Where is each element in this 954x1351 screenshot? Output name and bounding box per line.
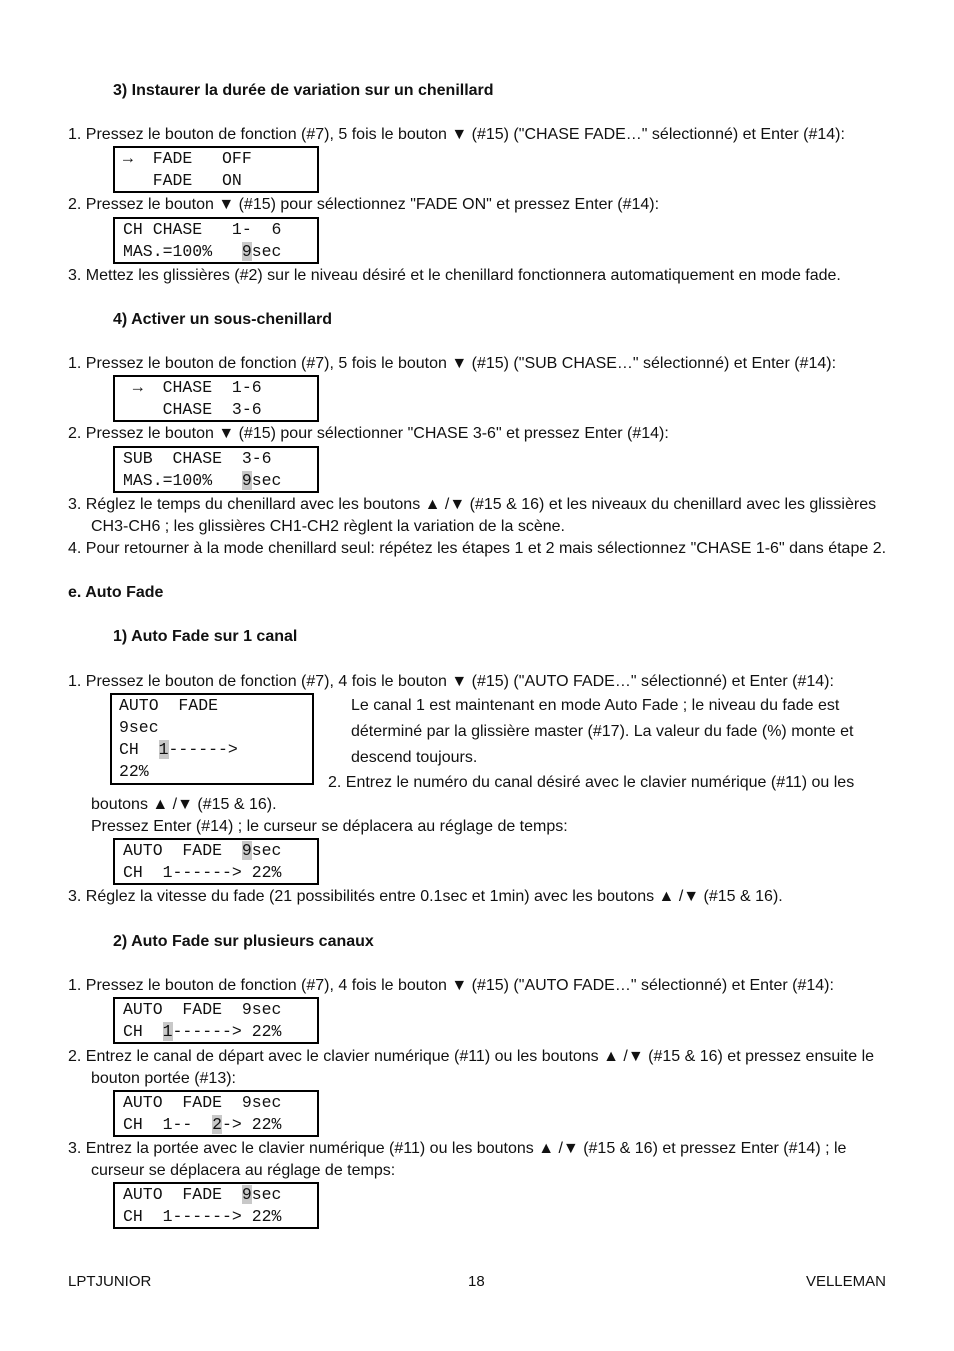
step-text: 4. Pour retourner à la mode chenillard seul: répétez les étapes 1 et 2 mais sélectionnez "CHASE 1-6" dans étape 2. (68, 540, 887, 557)
lcd-display: AUTO FADE 9sec CH 1------> 22% (110, 693, 314, 785)
step-text: CH3-CH6 ; les glissières CH1-CH2 règlent la variation de la scène. (91, 518, 565, 535)
side-text: descend toujours. (351, 749, 478, 766)
lcd-display: AUTO FADE 9sec CH 1------> 22% (113, 1182, 319, 1229)
lcd-display: AUTO FADE 9sec CH 1------> 22% (113, 838, 319, 885)
section-heading: 4) Activer un sous-chenillard (113, 311, 333, 328)
step-text: Pressez Enter (#14) ; le curseur se déplacera au réglage de temps: (91, 818, 568, 835)
section-heading: 1) Auto Fade sur 1 canal (113, 628, 298, 645)
step-text: 3. Entrez la portée avec le clavier numérique (#11) ou les boutons ▲ /▼ (#15 & 16) et pressez Enter (#14) ; le (68, 1140, 847, 1157)
footer-right: VELLEMAN (805, 1273, 886, 1290)
lcd-display: AUTO FADE 9sec CH 1------> 22% (113, 997, 319, 1044)
step-text: 1. Pressez le bouton de fonction (#7), 5 fois le bouton ▼ (#15) ("CHASE FADE…" sélectionné) et Enter (#14): (68, 126, 845, 143)
section-heading: 2) Auto Fade sur plusieurs canaux (113, 933, 374, 950)
step-text: bouton portée (#13): (91, 1070, 236, 1087)
step-text: 1. Pressez le bouton de fonction (#7), 4 fois le bouton ▼ (#15) ("AUTO FADE…" sélectionné) et Enter (#14): (68, 977, 834, 994)
lcd-display: CH CHASE 1- 6 MAS.=100% 9sec (113, 217, 319, 264)
section-heading: 3) Instaurer la durée de variation sur un chenillard (113, 82, 494, 99)
step-text: 3. Mettez les glissières (#2) sur le niveau désiré et le chenillard fonctionnera automatiquement en mode fade. (68, 267, 841, 284)
step-text: 2. Pressez le bouton ▼ (#15) pour sélectionner "CHASE 3-6" et pressez Enter (#14): (68, 425, 669, 442)
step-text: 3. Réglez la vitesse du fade (21 possibilités entre 0.1sec et 1min) avec les boutons ▲ /▼ (#15 & 16). (68, 888, 783, 905)
step-text: 2. Pressez le bouton ▼ (#15) pour sélectionnez "FADE ON" et pressez Enter (#14): (68, 196, 660, 213)
step-text: boutons ▲ /▼ (#15 & 16). (91, 796, 277, 813)
section-heading: e. Auto Fade (68, 584, 164, 601)
step-text: 1. Pressez le bouton de fonction (#7), 5 fois le bouton ▼ (#15) ("SUB CHASE…" sélectionné) et Enter (#14): (68, 355, 837, 372)
side-text: déterminé par la glissière master (#17). La valeur du fade (%) monte et (351, 723, 854, 740)
lcd-display: → CHASE 1-6 CHASE 3-6 (113, 375, 319, 422)
footer-left: LPTJUNIOR (68, 1273, 152, 1290)
step-text: 3. Réglez le temps du chenillard avec les boutons ▲ /▼ (#15 & 16) et les niveaux du chenillard avec les glissières (68, 496, 877, 513)
step-text: 2. Entrez le canal de départ avec le clavier numérique (#11) ou les boutons ▲ /▼ (#15 & 16) et pressez ensuite le (68, 1048, 875, 1065)
step-text: 1. Pressez le bouton de fonction (#7), 4 fois le bouton ▼ (#15) ("AUTO FADE…" sélectionné) et Enter (#14): (68, 673, 834, 690)
lcd-display: AUTO FADE 9sec CH 1-- 2-> 22% (113, 1090, 319, 1137)
step-text: curseur se déplacera au réglage de temps: (91, 1162, 396, 1179)
step-text: 2. Entrez le numéro du canal désiré avec le clavier numérique (#11) ou les (328, 774, 855, 791)
lcd-display: SUB CHASE 3-6 MAS.=100% 9sec (113, 446, 319, 493)
page-number: 18 (468, 1273, 485, 1290)
lcd-display: → FADE OFF FADE ON (113, 146, 319, 193)
side-text: Le canal 1 est maintenant en mode Auto Fade ; le niveau du fade est (351, 697, 840, 714)
